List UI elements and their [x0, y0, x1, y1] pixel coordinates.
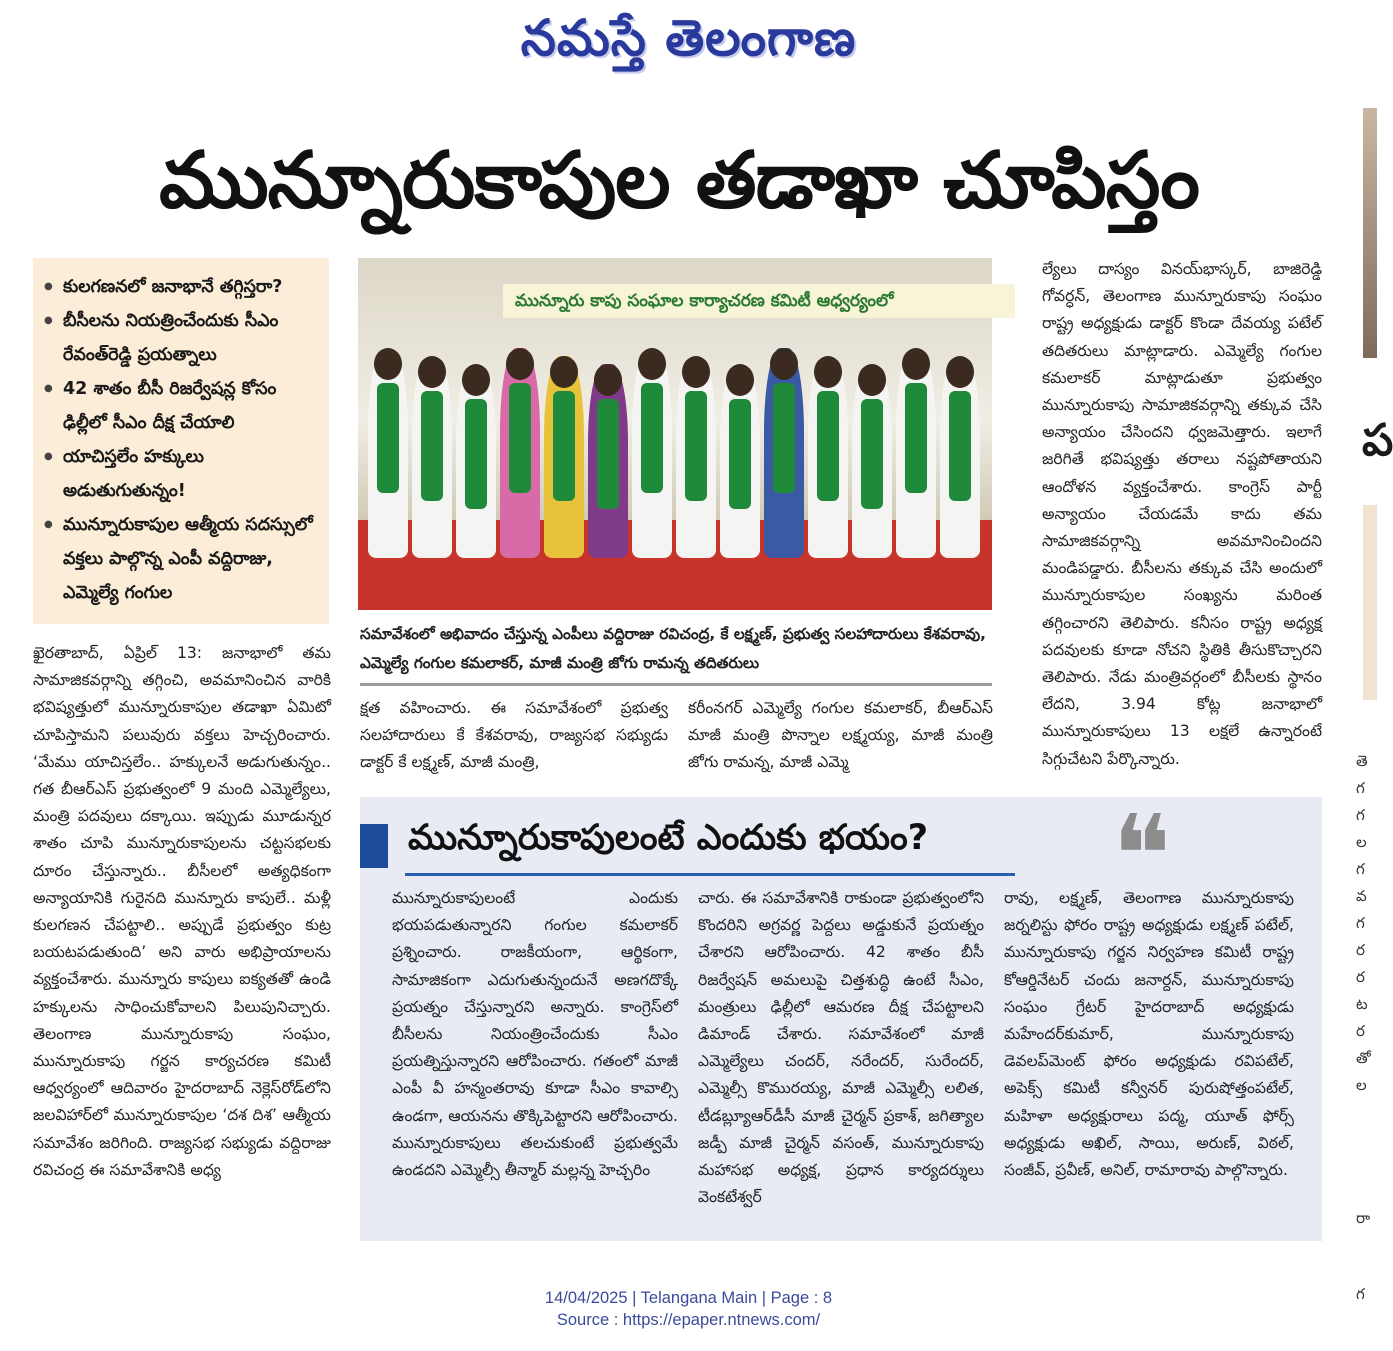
cutoff-letter: ర: [1356, 1022, 1365, 1040]
box-title: మున్నూరుకాపులంటే ఎందుకు భయం?: [408, 818, 929, 858]
photo-green-scarf: [729, 399, 751, 509]
photo-person-head: [418, 356, 446, 388]
footer-date-page: 14/04/2025 | Telangana Main | Page : 8: [544, 1289, 833, 1307]
adjacent-column-edge-bottom: [1356, 1180, 1377, 1332]
photo-person-head: [814, 356, 842, 388]
photo-person-head: [726, 364, 754, 396]
photo-green-scarf: [773, 383, 795, 493]
highlights-box: [33, 258, 329, 624]
photo-banner-text: మున్నూరు కాపు సంఘాల కార్యాచరణ కమిటీ ఆధ్వర్యంలో: [503, 284, 1015, 318]
cutoff-letter: ల: [1356, 833, 1367, 851]
footer-source: Source : https://epaper.ntnews.com/: [556, 1311, 821, 1329]
adjacent-photo-edge: [1363, 108, 1377, 358]
photo-green-scarf: [861, 399, 883, 509]
photo-green-scarf: [597, 399, 619, 509]
adjacent-headline-edge: ప: [1362, 415, 1393, 466]
box-column-3: [1004, 885, 1294, 1184]
photo-green-scarf: [553, 391, 575, 501]
cutoff-letter: ల: [1356, 1076, 1367, 1094]
photo-green-scarf: [685, 391, 707, 501]
article-headline: మున్నూరుకాపుల తడాఖా చూపిస్తం: [159, 136, 1199, 226]
photo-person-head: [858, 364, 886, 396]
cutoff-letter: గ: [1356, 914, 1365, 932]
article-column-right: [1042, 256, 1322, 773]
highlight-item: ● 42 శాతం బీసీ రిజర్వేషన్ల కోసం ఢిల్లీలో సీఎం దీక్ష చేయాలి: [33, 372, 329, 440]
photo-person-head: [550, 356, 578, 388]
cutoff-letter: ర: [1356, 941, 1365, 959]
photo-caption: సమావేశంలో అభివాదం చేస్తున్న ఎంపీలు వద్దిరాజు రవిచంద్ర, కే లక్ష్మణ్, ప్రభుత్వ సలహాదారులు కేశవరావు, ఎమ్మెల్యే గంగుల కమలాకర్, మాజీ మంత్రి జోగు రామన్న తదితరులు: [360, 625, 986, 672]
photo-green-scarf: [377, 383, 399, 493]
paragraph: ల్యేలు దాస్యం వినయ్‌భాస్కర్, బాజిరెడ్డి గోవర్ధన్, తెలంగాణ మున్నూరుకాపు సంఘం రాష్ట్ర అధ్యక్షుడు డాక్టర్ కొండా దేవయ్య పటేల్ తదితరులు మాట్లాడారు. ఎమ్మెల్యే గంగుల కమలాకర్ మాట్లాడుతూ ప్రభుత్వం మున్నూరుకాపు సామాజికవర్గాన్ని తక్కువ చేసి అన్యాయం చేసిందని ధ్వజమెత్తారు. ఇలాగే జరిగితే భవిష్యత్తు తరాలు నష్టపోతాయని ఆందోళన వ్యక్తంచేశారు. కాంగ్రెస్ పార్టీ అన్యాయం చేయడమే కాదు తమ సామాజికవర్గాన్ని అవమానించిందని మండిపడ్డారు. బీసీలను తక్కువ చేసి అందులో మున్నూరుకాపుల సంఖ్యను మరింత తగ్గించారని తెలిపారు. కనీసం రాష్ట్ర అధ్యక్ష పదవులకు కూడా నోచని స్థితికి తీసుకొచ్చారని తెలిపారు. నేడు మంత్రివర్గంలో బీసీలకు స్థానం లేదని, 3.94 కోట్ల జనాభాలో మున్నూరుకాపులు 13 లక్షలే ఉన్నారంటే సిగ్గుచేటని పేర్కొన్నారు.: [1042, 260, 1322, 768]
paragraph: క్షత వహించారు. ఈ సమావేశంలో ప్రభుత్వ సలహాదారులు కే కేశవరావు, రాజ్యసభ సభ్యుడు డాక్టర్ కే లక్ష్మణ్, మాజీ మంత్రి,: [360, 699, 668, 772]
cutoff-letter: ర: [1356, 968, 1365, 986]
box-title-marker: [360, 824, 388, 868]
photo-green-scarf: [509, 383, 531, 493]
photo-green-scarf: [817, 391, 839, 501]
cutoff-letter: గ: [1356, 1285, 1365, 1303]
caption-divider: [360, 683, 992, 686]
photo-person-head: [506, 348, 534, 380]
box-column-1: [392, 885, 678, 1184]
quote-mark-icon: ❝: [1112, 791, 1172, 919]
cutoff-letter: ట: [1356, 995, 1368, 1013]
photo-green-scarf: [641, 383, 663, 493]
photo-person-head: [902, 348, 930, 380]
photo-person-head: [946, 356, 974, 388]
photo-person-head: [770, 348, 798, 380]
photo-person-head: [638, 348, 666, 380]
article-column-3: [688, 695, 993, 777]
paragraph: రావు, లక్ష్మణ్, తెలంగాణ మున్నూరుకాపు జర్నలిస్టు ఫోరం రాష్ట్ర అధ్యక్షుడు లక్ష్మణ్ పటేల్, మున్నూరుకాపు గర్జన నిర్వహణ కమిటీ రాష్ట్ర కోఆర్డినేటర్ చందు జనార్దన్, మున్నూరుకాపు సంఘం గ్రేటర్ హైదరాబాద్ అధ్యక్షుడు మహేందర్‌కుమార్, మున్నూరుకాపు డెవలప్‌మెంట్ ఫోరం అధ్యక్షుడు రవిపటేల్, అపెక్స్ కమిటీ కన్వీనర్ పురుషోత్తంపటేల్, మహిళా అధ్యక్షురాలు పద్మ, యూత్ ఫోర్స్ అధ్యక్షుడు అఖిల్, సాయి, అరుణ్, విఠల్, సంజీవ్, ప్రవీణ్, అనిల్, రామారావు పాల్గొన్నారు.: [1004, 889, 1294, 1180]
photo-green-scarf: [905, 383, 927, 493]
photo-person-head: [682, 356, 710, 388]
cutoff-letter: గ: [1356, 860, 1365, 878]
photo-person-head: [462, 364, 490, 396]
cutoff-letter: గ: [1356, 806, 1365, 824]
cutoff-letter: వ: [1356, 887, 1367, 905]
paragraph: చారు. ఈ సమావేశానికి రాకుండా ప్రభుత్వంలోని కొందరిని అగ్రవర్ణ పెద్దలు అడ్డుకునే ప్రయత్నం చేశారని ఆరోపించారు. 42 శాతం బీసీ రిజర్వేషన్ అమలుపై చిత్తశుద్ధి ఉంటే సీఎం, మంత్రులు ఢిల్లీలో ఆమరణ దీక్ష చేపట్టాలని డిమాండ్ చేశారు. సమావేశంలో మాజీ ఎమ్మెల్యేలు చందర్, నరేందర్, సురేందర్, ఎమ్మెల్సీ కొమురయ్య, మాజీ ఎమ్మెల్సీ లలిత, టీడబ్ల్యూఆర్‌డీసీ మాజీ చైర్మన్ ప్రకాశ్, జగిత్యాల జడ్పీ మాజీ చైర్మన్ వసంత్, మున్నూరుకాపు మహాసభ అధ్యక్ష, ప్రధాన కార్యదర్శులు వెంకటేశ్వర్: [698, 889, 984, 1207]
cutoff-letter: తో: [1356, 1049, 1371, 1067]
photo-green-scarf: [421, 391, 443, 501]
photo-person-head: [374, 348, 402, 380]
adjacent-column-edge: [1356, 748, 1377, 1099]
paragraph: ఖైరతాబాద్, ఏప్రిల్ 13: జనాభాలో తమ సామాజికవర్గాన్ని తగ్గించి, అవమానించిన వారికి భవిష్యత్తులో మున్నూరుకాపుల తడాఖా ఏమిటో చూపిస్తామని పలువురు వక్తలు హెచ్చరించారు. ‘మేము యాచిస్తలేం.. హక్కులనే అడుగుతున్నం.. గత బీఆర్ఎస్ ప్రభుత్వంలో 9 మంది ఎమ్మెల్యేలు, మంత్రి పదవులు దక్కాయి. ఇప్పుడు మూడున్నర శాతం చూపి మున్నూరుకాపులను చట్టసభలకు దూరం చేస్తున్నారు.. బీసీలలో అత్యధికంగా అన్యాయానికి గురైనది మున్నూరు కాపులే.. మళ్లీ కులగణన చేపట్టాలి.. అప్పుడే ప్రభుత్వం కుట్ర బయటపడుతుంది’ అని వారు అభిప్రాయాలను వ్యక్తంచేశారు. మున్నూరు కాపులు ఐక్యతతో ఉండి హక్కులను సాధించుకోవాలని పిలుపునిచ్చారు. తెలంగాణ మున్నూరుకాపు సంఘం, మున్నూరుకాపు గర్జన కార్యచరణ కమిటీ ఆధ్వర్యంలో ఆదివారం హైదరాబాద్ నెక్లెస్‌రోడ్‌లోని జలవిహార్‌లో మున్నూరుకాపుల ‘దశ దిశ’ ఆత్మీయ సమావేశం జరిగింది. రాజ్యసభ సభ్యుడు వద్దిరాజు రవిచంద్ర ఈ సమావేశానికి అధ్య: [33, 644, 331, 1179]
cutoff-letter: రా: [1356, 1209, 1371, 1227]
box-column-2: [698, 885, 984, 1211]
article-photo: [358, 258, 992, 610]
photo-green-scarf: [949, 391, 971, 501]
article-column-2: [360, 695, 668, 777]
highlight-item: ● బీసీలను నియత్రించేందుకు సీఎం రేవంత్‌రెడ్డి ప్రయత్నాలు: [33, 304, 329, 372]
highlight-item: ● యాచిస్తలేం హక్కులు అడుతుగుతున్నం!: [33, 440, 329, 508]
highlight-item: ● మున్నూరుకాపుల ఆత్మీయ సదస్సులో వక్తలు పాల్గొన్న ఎంపీ వద్దిరాజు, ఎమ్మెల్యే గంగుల: [33, 508, 329, 610]
photo-green-scarf: [465, 399, 487, 509]
masthead-logo: నమస్తే తెలంగాణ: [520, 8, 857, 67]
paragraph: మున్నూరుకాపులంటే ఎందుకు భయపడుతున్నారని గంగుల కమలాకర్ ప్రశ్నించారు. రాజకీయంగా, ఆర్థికంగా, సామాజికంగా ఎదుగుతున్నందునే అణగదొక్కే ప్రయత్నం చేస్తున్నారని అన్నారు. కాంగ్రెస్‌లో బీసీలను నియంత్రించేందుకు సీఎం ప్రయత్నిస్తున్నారని ఆరోపించారు. గతంలో మాజీ ఎంపీ వీ హన్మంతరావు కూడా సీఎం కావాల్సి ఉండగా, ఆయనను తొక్కిపెట్టారని ఆరోపించారు. మున్నూరుకాపులు తలచుకుంటే ప్రభుత్వమే ఉండదని ఎమ్మెల్సీ తీన్మార్ మల్లన్న హెచ్చరిం: [392, 889, 678, 1180]
photo-person-head: [594, 364, 622, 396]
cutoff-letter: గ: [1356, 779, 1365, 797]
article-column-1: [33, 640, 331, 1184]
adjacent-box-edge: [1363, 505, 1377, 700]
box-title-underline: [405, 873, 1015, 876]
highlight-item: ● కులగణనలో జనాభానే తగ్గిస్తరా?: [33, 270, 329, 304]
paragraph: కరీంనగర్ ఎమ్మెల్యే గంగుల కమలాకర్, బీఆర్ఎస్ మాజీ మంత్రి పొన్నాల లక్ష్మయ్య, మాజీ మంత్రి జోగు రామన్న, మాజీ ఎమ్మె: [688, 699, 993, 772]
cutoff-letter: తె: [1356, 752, 1368, 770]
